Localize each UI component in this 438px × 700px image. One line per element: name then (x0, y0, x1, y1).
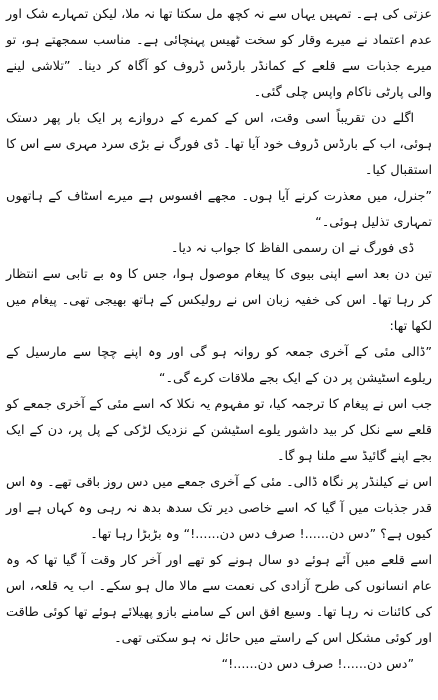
paragraph-5: تین دن بعد اسے اپنی بیوی کا پیغام موصول ہوا، جس کا وہ بے تابی سے انتظار کر رہا تھا۔ اس کی خفیہ زبان اس نے رولیکس کے ہاتھ بھیجی تھی۔ پیغام میں لکھا تھا: (6, 267, 432, 334)
paragraph-4: ڈی فورگ نے ان رسمی الفاظ کا جواب نہ دیا۔ (170, 241, 415, 256)
paragraph-3: ”جنرل، میں معذرت کرنے آیا ہوں۔ مجھے افسوس ہے میرے اسٹاف کے ہاتھوں تمہاری تذلیل ہوئی۔“ (6, 189, 432, 230)
paragraph-6: ”ڈالی مئی کے آخری جمعہ کو روانہ ہو گی اور وہ اپنے چچا سے مارسیل کے ریلوے اسٹیشن پر دن کے ایک بجے ملاقات کرے گی۔“ (6, 345, 432, 386)
paragraph-2: اگلے دن تقریباً اسی وقت، اس کے کمرے کے دروازے پر ایک بار پھر دستک ہوئی، اب کے بارڈس ڈروف خود آیا تھا۔ ڈی فورگ نے بڑی سرد مہری سے اس کا استقبال کیا۔ (6, 111, 432, 178)
paragraph-1: عزتی کی ہے۔ تمہیں یہاں سے نہ کچھ مل سکتا تھا نہ ملا، لیکن تمہارے شک اور عدم اعتماد نے میرے وقار کو سخت ٹھیس پہنچائی ہے۔ مناسب سمجھتے ہو، تو میرے جذبات سے قلعے کے کمانڈر بارڈس ڈروف کو آگاہ کر دینا۔ ”تلاشی لینے والی پارٹی ناکام واپس چلی گئی۔ (6, 7, 432, 100)
paragraph-7: جب اس نے پیغام کا ترجمہ کیا، تو مفہوم یہ نکلا کہ اسے مئی کے آخری جمعے کو قلعے سے نکل کر بید داشور یلوے اسٹیشن کے نزدیک لڑکی کے پل پر، دن کے ایک بجے اپنے گائیڈ سے ملنا ہو گا۔ (6, 397, 432, 464)
paragraph-10: ”دس دن......! صرف دس دن......!“ (221, 657, 415, 672)
paragraph-9: اسے قلعے میں آئے ہوئے دو سال ہونے کو تھے اور آخر کار وقت آ گیا تھا کہ وہ عام انسانوں کی طرح آزادی کی نعمت سے مالا مال ہو سکے۔ اب یہ قلعہ، اس کی کائنات نہ رہا تھا۔ وسیع افق اس کے سامنے بازو پھیلائے ہوئے تھا کوئی طاقت اور کوئی مشکل اس کے راستے میں حائل نہ ہو سکتی تھی۔ (6, 553, 432, 646)
paragraph-8: اس نے کیلنڈر پر نگاہ ڈالی۔ مئی کے آخری جمعے میں دس روز باقی تھے۔ وہ اس قدر جذبات میں آ گیا کہ اسے خاصی دیر تک سدھ بدھ نہ رہی وہ کہاں ہے اور کیوں ہے؟ ”دس دن......! صرف دس دن......!“ وہ بڑبڑا رہا تھا۔ (6, 475, 432, 542)
